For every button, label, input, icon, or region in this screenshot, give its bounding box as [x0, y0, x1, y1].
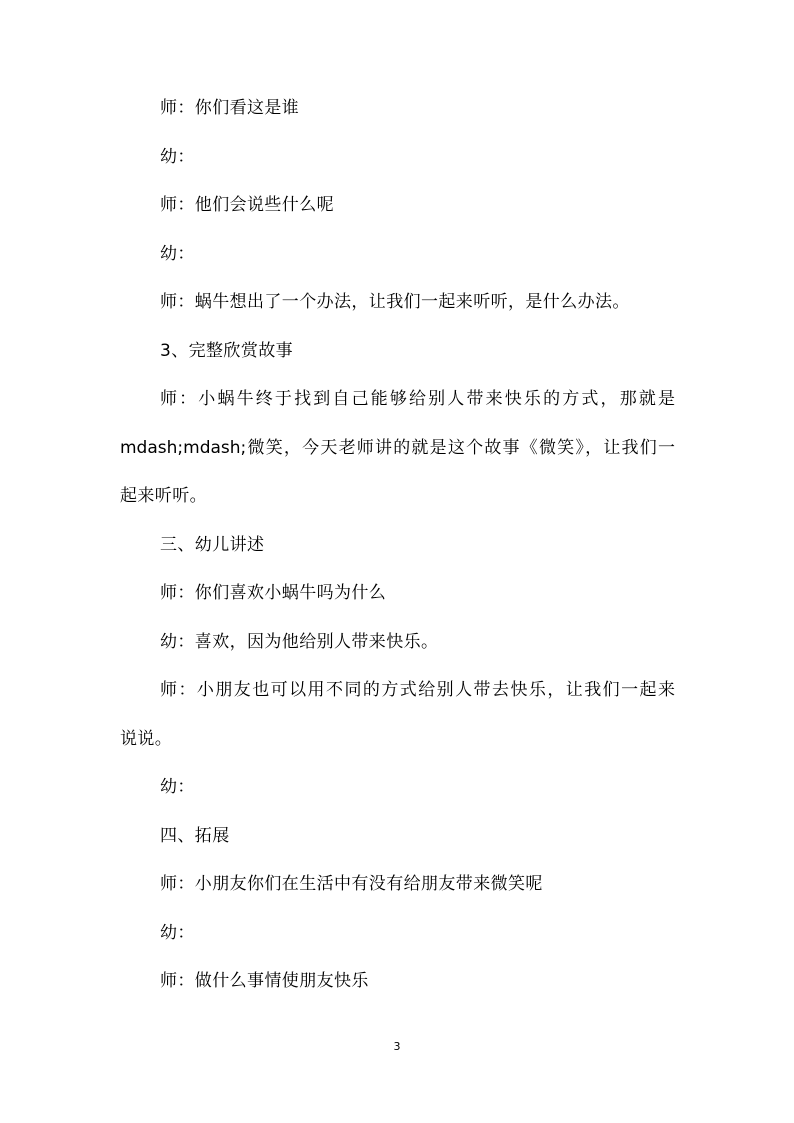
- paragraph-line: 说说。: [120, 729, 173, 749]
- dialogue-line-teacher: 师：小朋友也可以用不同的方式给别人带去快乐，让我们一起来: [160, 680, 675, 700]
- paragraph-line: mdash;mdash;微笑，今天老师讲的就是这个故事《微笑》，让我们一: [120, 438, 675, 458]
- dialogue-line-child: 幼：: [160, 147, 195, 167]
- dialogue-line-teacher: 师：做什么事情使朋友快乐: [160, 971, 369, 991]
- dialogue-line-child: 幼：: [160, 777, 195, 797]
- section-heading: 3、完整欣赏故事: [160, 341, 294, 361]
- dialogue-line-teacher: 师：小朋友你们在生活中有没有给朋友带来微笑呢: [160, 874, 543, 894]
- dialogue-line-child: 幼：: [160, 923, 195, 943]
- paragraph-line: 起来听听。: [120, 486, 207, 506]
- page-number: 3: [393, 1040, 401, 1053]
- dialogue-line-teacher: 师：他们会说些什么呢: [160, 195, 334, 215]
- section-heading: 四、拓展: [160, 826, 230, 846]
- dialogue-line-teacher: 师：蜗牛想出了一个办法，让我们一起来听听，是什么办法。: [160, 292, 630, 312]
- dialogue-line-teacher: 师：你们喜欢小蜗牛吗为什么: [160, 583, 387, 603]
- dialogue-line-child: 幼：喜欢，因为他给别人带来快乐。: [160, 632, 439, 652]
- dialogue-line-teacher: 师：你们看这是谁: [160, 98, 300, 118]
- paragraph-line: 师：小蜗牛终于找到自己能够给别人带来快乐的方式，那就是: [160, 389, 675, 409]
- section-heading: 三、幼儿讲述: [160, 535, 265, 555]
- dialogue-line-child: 幼：: [160, 244, 195, 264]
